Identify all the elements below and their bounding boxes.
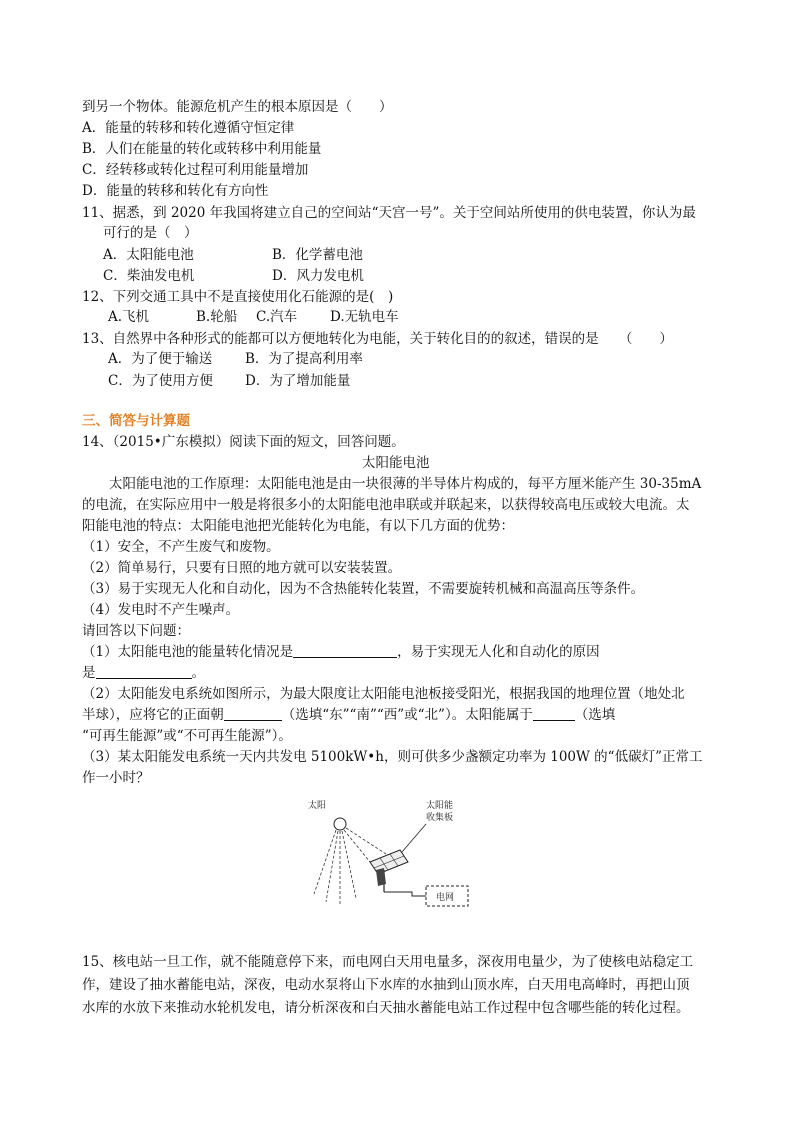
passage-title: 太阳能电池 bbox=[362, 455, 430, 471]
q11-option-a: A．太阳能电池 bbox=[103, 247, 194, 263]
q14-sub1-text: （1）太阳能电池的能量转化情况是 bbox=[82, 644, 294, 660]
label-pointer bbox=[402, 824, 426, 852]
solar-diagram bbox=[300, 794, 480, 914]
q12-option-a: A.飞机 bbox=[108, 309, 150, 325]
q14-sub2: （2）太阳能发电系统如图所示，为最大限度让太阳能电池板接受阳光，根据我国的地理位置（地处北 bbox=[82, 686, 685, 702]
answer-blank[interactable] bbox=[224, 706, 282, 721]
passage-line: 太阳能电池的工作原理：太阳能电池是由一块很薄的半导体片构成的，每平方厘米能产生 30-35mA bbox=[109, 476, 702, 492]
q14-sub3-cont: 作一小时？ bbox=[82, 770, 150, 786]
q11-option-c: C．柴油发电机 bbox=[103, 268, 195, 284]
q14-sub2-end: “可再生能源”或“不可再生能源”）。 bbox=[82, 728, 292, 744]
q12-stem: 12、下列交通工具中不是直接使用化石能源的是( ) bbox=[82, 289, 394, 305]
solar-panel bbox=[370, 850, 408, 892]
q14-sub1 bbox=[82, 643, 600, 661]
q11-option-b: B．化学蓄电池 bbox=[272, 247, 363, 263]
sun-icon bbox=[334, 818, 346, 830]
q10-stem: 到另一个物体。能源危机产生的根本原因是（ ） bbox=[82, 99, 393, 115]
passage-line: 阳能电池的特点：太阳能电池把光能转化为电能，有以下几方面的优势： bbox=[82, 518, 514, 534]
q10-option-c: C．经转移或转化过程可利用能量增加 bbox=[82, 162, 309, 178]
sun-label: 太阳 bbox=[308, 801, 327, 811]
q14-sub1-cont bbox=[82, 664, 205, 682]
q13-option-c: C．为了使用方便 bbox=[108, 373, 213, 389]
q12-option-b: B.轮船 bbox=[196, 309, 238, 325]
cable bbox=[384, 892, 426, 896]
grid-label: 电网 bbox=[436, 893, 455, 903]
q10-option-d: D．能量的转移和转化有方向性 bbox=[82, 183, 269, 199]
q14-sub2-cont bbox=[82, 706, 615, 724]
answer-blank[interactable] bbox=[96, 664, 192, 679]
answer-blank[interactable] bbox=[293, 643, 397, 658]
panel-label-line2: 收集板 bbox=[426, 813, 454, 823]
q13-stem: 13、自然界中各种形式的能都可以方便地转化为电能，关于转化目的的叙述，错误的是 （ ） bbox=[82, 331, 673, 347]
q13-option-d: D．为了增加能量 bbox=[245, 373, 351, 389]
panel-label-line1: 太阳能 bbox=[426, 801, 454, 811]
q13-option-a: A．为了便于输送 bbox=[108, 351, 213, 367]
q12-option-d: D.无轨电车 bbox=[330, 309, 399, 325]
q11-option-d: D．风力发电机 bbox=[272, 268, 364, 284]
q14-sub1-text: ，易于实现无人化和自动化的原因 bbox=[397, 644, 600, 660]
section-heading: 三、简答与计算题 bbox=[82, 413, 190, 429]
advantage-item: （1）安全，不产生废气和废物。 bbox=[82, 539, 280, 555]
q14-stem: 14、（2015•广东模拟）阅读下面的短文，回答问题。 bbox=[82, 434, 405, 450]
q15-line: 15、核电站一旦工作，就不能随意停下来，而电网白天用电量多，深夜用电量少，为了使核电站稳定工 bbox=[82, 954, 694, 970]
advantage-item: （2）简单易行，只要有日照的地方就可以安装装置。 bbox=[82, 560, 402, 576]
q14-sub2-text: 半球），应将它的正面朝 bbox=[82, 707, 224, 723]
q15-line: 水库的水放下来推动水轮机发电，请分析深夜和白天抽水蓄能电站工作过程中包含哪些能的转化过程。 bbox=[82, 1000, 690, 1016]
q13-option-b: B．为了提高利用率 bbox=[245, 351, 363, 367]
q10-option-a: A．能量的转移和转化遵循守恒定律 bbox=[82, 120, 295, 136]
q11-stem: 11、据悉，到 2020 年我国将建立自己的空间站“天宫一号”。关于空间站所使用的供电装置，你认为最 bbox=[82, 205, 696, 221]
q14-sub3: （3）某太阳能发电系统一天内共发电 5100kW•h，则可供多少盏额定功率为 100W 的“低碳灯”正常工 bbox=[82, 749, 703, 765]
q12-option-c: C.汽车 bbox=[256, 309, 298, 325]
q14-sub2-text: （选填 bbox=[574, 707, 616, 723]
question-prompt: 请回答以下问题： bbox=[82, 623, 190, 639]
passage-line: 的电流，在实际应用中一般是将很多小的太阳能电池串联或并联起来，以获得较高电压或较大电流。太 bbox=[82, 497, 690, 513]
q15-line: 作，建设了抽水蓄能电站，深夜，电动水泵将山下水库的水抽到山顶水库，白天用电高峰时，再把山顶 bbox=[82, 977, 690, 993]
solar-system-figure bbox=[300, 794, 480, 914]
q11-stem-cont: 可行的是（ ） bbox=[103, 225, 198, 241]
answer-blank[interactable] bbox=[533, 706, 575, 721]
q10-option-b: B．人们在能量的转化或转移中利用能量 bbox=[82, 141, 322, 157]
advantage-item: （3）易于实现无人化和自动化，因为不含热能转化装置，不需要旋转机械和高温高压等条件。 bbox=[82, 581, 645, 597]
q14-sub1-text: 是 bbox=[82, 665, 96, 681]
advantage-item: （4）发电时不产生噪声。 bbox=[82, 602, 240, 618]
q14-sub2-text: （选填“东”“南”“西”或“北”）。太阳能属于 bbox=[281, 707, 533, 723]
q14-sub1-text: 。 bbox=[191, 665, 205, 681]
